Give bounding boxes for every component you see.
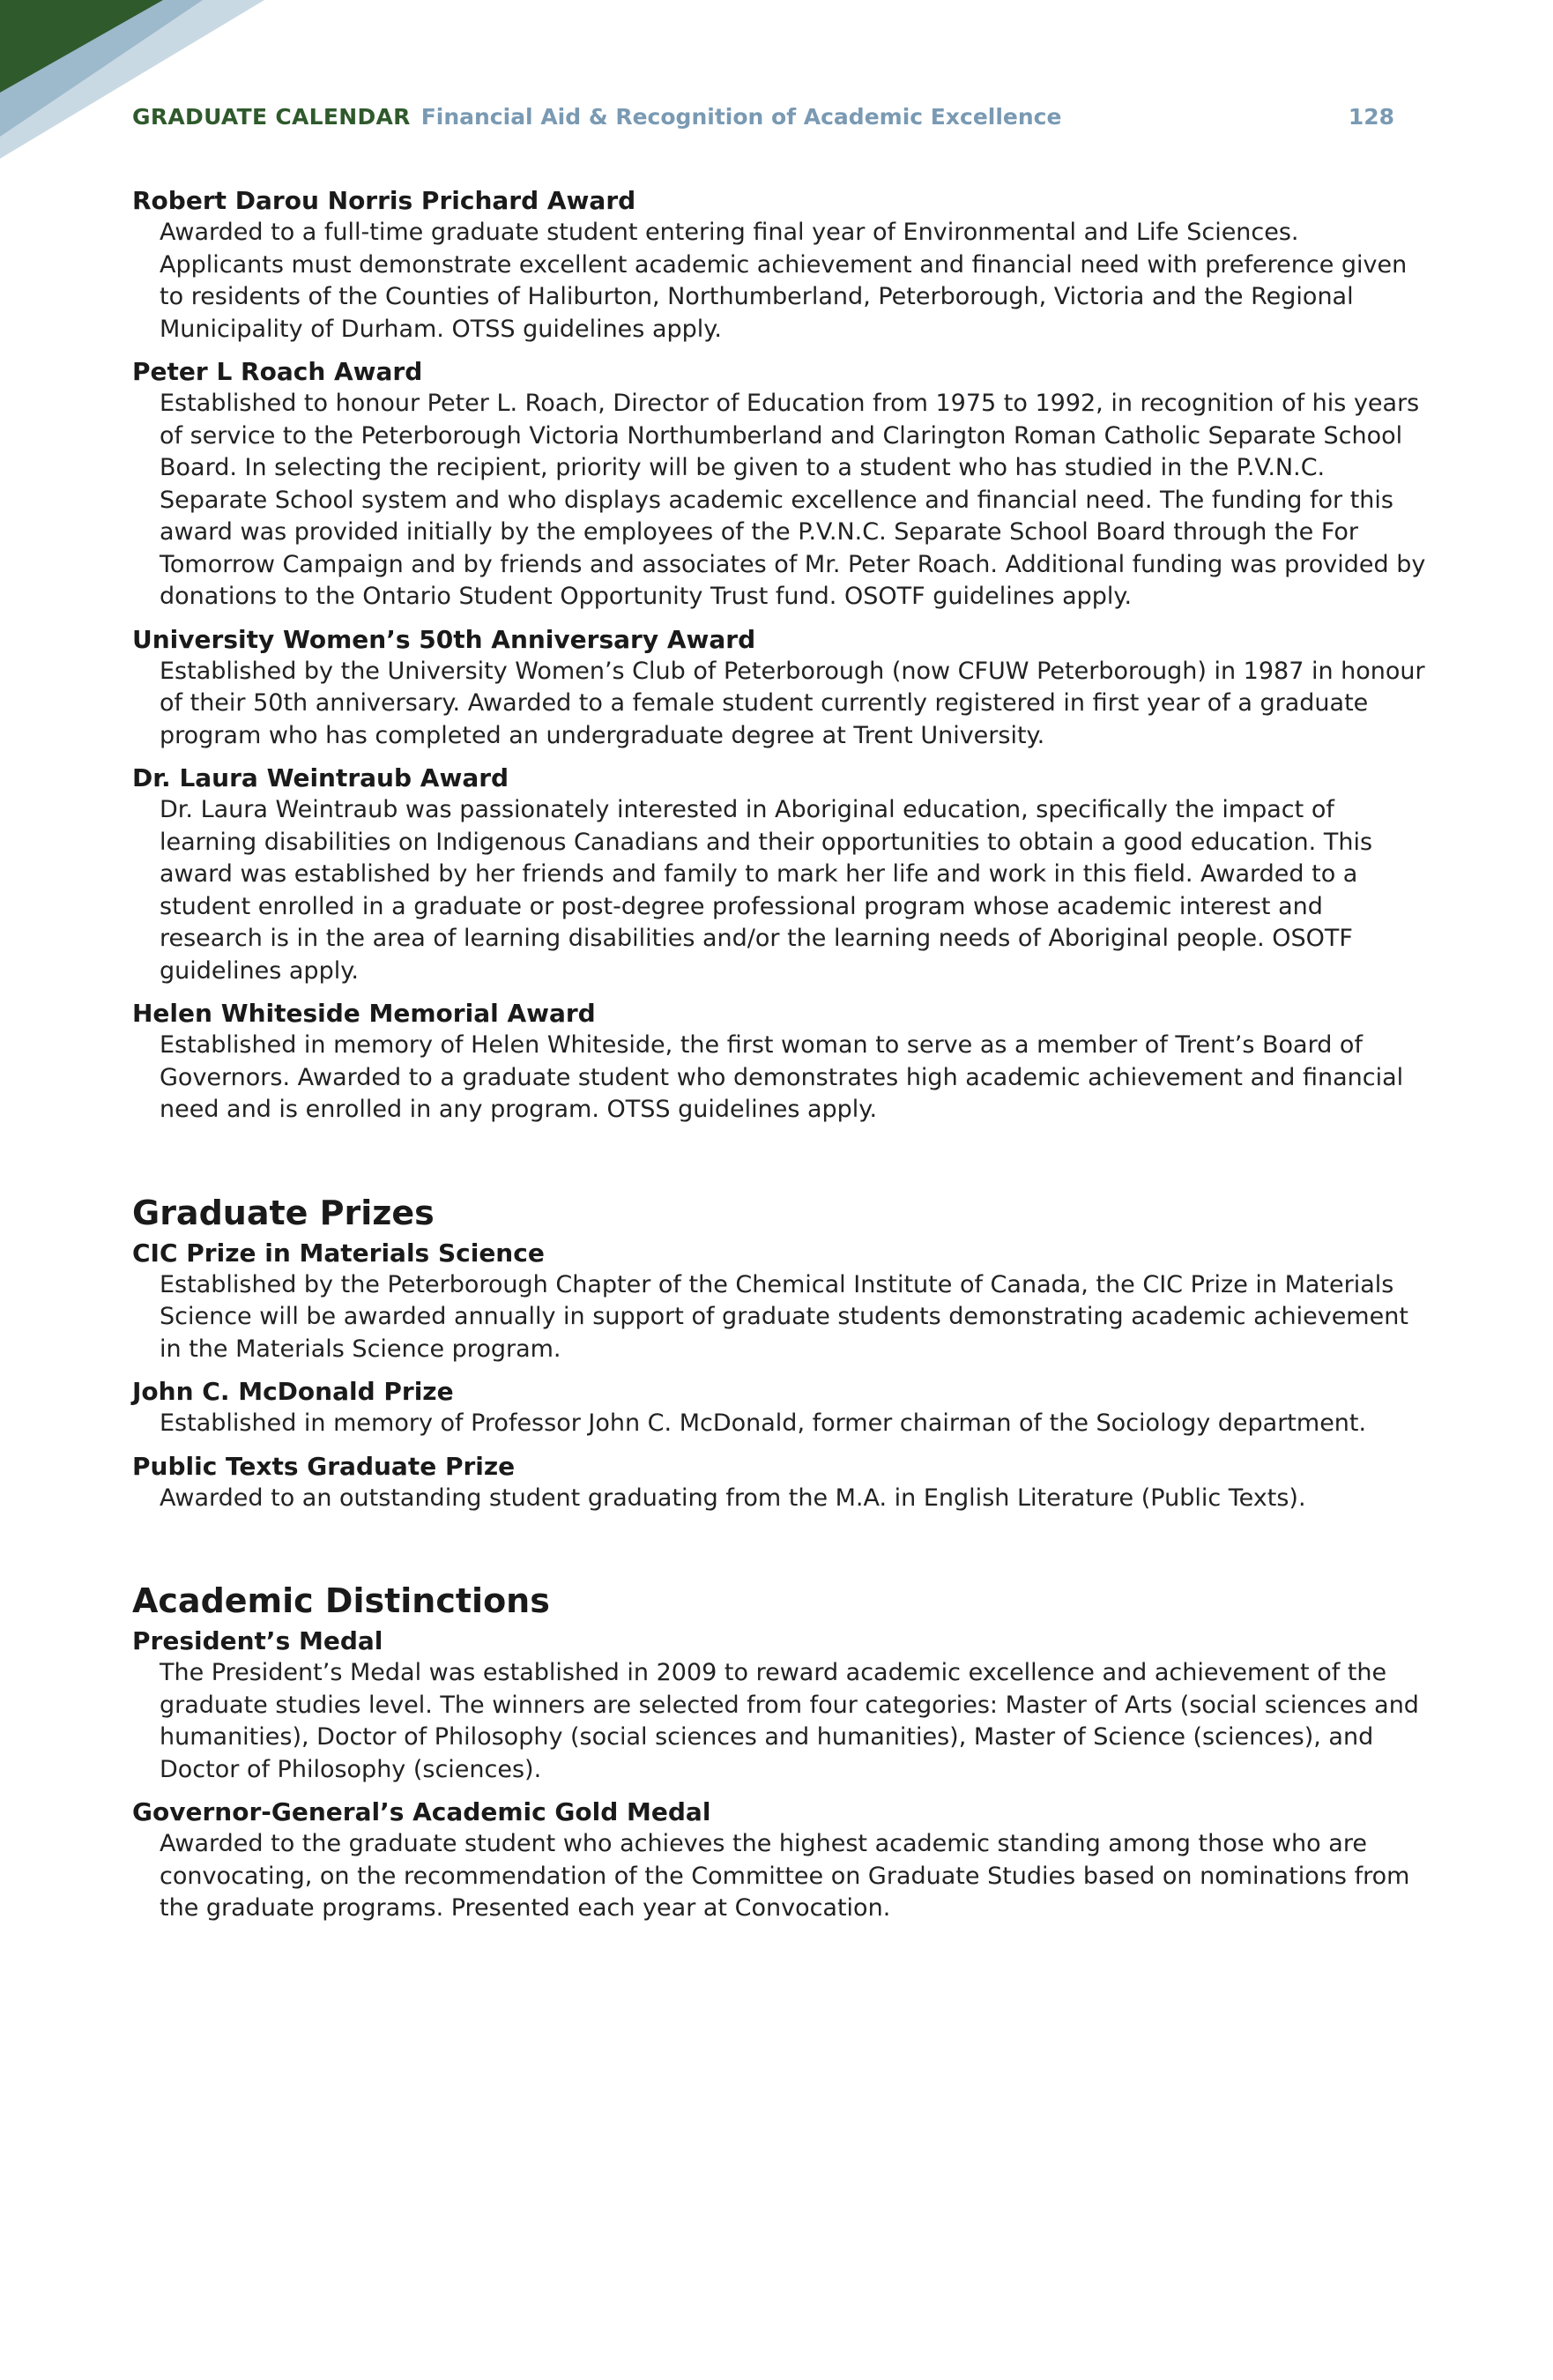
header-section-title: Financial Aid & Recognition of Academic Excellence xyxy=(420,104,1062,130)
award-description: Established to honour Peter L. Roach, Director of Education from 1975 to 1992, in recognition of his years of service to the Peterborough Victoria Northumberland and Clarington Roman Catholic Separate School Board. In selecting the recipient, priority will be given to a student who has studied in the P.V.N.C. Separate School system and who displays academic excellence and financial need. The funding for this award was provided initially by the employees of the P.V.N.C. Separate School Board through the For Tomorrow Campaign and by friends and associates of Mr. Peter Roach. Additional funding was provided by donations to the Ontario Student Opportunity Trust fund. OSOTF guidelines apply. xyxy=(160,390,1426,610)
prize-title: Public Texts Graduate Prize xyxy=(132,1451,516,1481)
running-header xyxy=(132,100,1394,135)
section-heading-graduate-prizes: Graduate Prizes xyxy=(132,1193,435,1232)
award-title: Peter L Roach Award xyxy=(132,357,423,386)
page-number: 128 xyxy=(1348,104,1394,130)
award-description: Awarded to a full-time graduate student entering final year of Environmental and Life Sciences. Applicants must demonstrate excellent academic achievement and financial need with preference given to residents of the Counties of Haliburton, Northumberland, Peterborough, Victoria and the Regional Municipality of Durham. OTSS guidelines apply. xyxy=(160,219,1408,343)
page-content xyxy=(132,185,1428,1936)
award-description: Established by the University Women’s Club of Peterborough (now CFUW Peterborough) in 1987 in honour of their 50th anniversary. Awarded to a female student currently registered in first year of a graduate program who has completed an undergraduate degree at Trent University. xyxy=(160,657,1425,749)
prize-entry xyxy=(132,1451,1428,1515)
distinction-description: Awarded to the graduate student who achieves the highest academic standing among those who are convocating, on the recommendation of the Committee on Graduate Studies based on nominations from the graduate programs. Presented each year at Convocation. xyxy=(160,1830,1410,1922)
distinction-title: President’s Medal xyxy=(132,1626,383,1655)
prize-description: Awarded to an outstanding student graduating from the M.A. in English Literature (Public Texts). xyxy=(160,1484,1306,1512)
award-title: Robert Darou Norris Prichard Award xyxy=(132,186,636,215)
prize-title: CIC Prize in Materials Science xyxy=(132,1238,545,1268)
distinction-description: The President’s Medal was established in 2009 to reward academic excellence and achievement of the graduate studies level. The winners are selected from four categories: Master of Arts (social sciences and humanities), Doctor of Philosophy (social sciences and humanities), Master of Science (sciences), and Doctor of Philosophy (sciences). xyxy=(160,1659,1419,1783)
section-heading-academic-distinctions: Academic Distinctions xyxy=(132,1581,550,1620)
distinction-title: Governor-General’s Academic Gold Medal xyxy=(132,1797,711,1826)
prize-title: John C. McDonald Prize xyxy=(132,1377,454,1406)
corner-decoration xyxy=(0,0,264,159)
award-entry xyxy=(132,998,1428,1127)
award-title: Dr. Laura Weintraub Award xyxy=(132,763,509,792)
award-title: University Women’s 50th Anniversary Award xyxy=(132,624,756,654)
award-entry xyxy=(132,356,1428,614)
award-entry xyxy=(132,624,1428,753)
prize-description: Established in memory of Professor John C. McDonald, former chairman of the Sociology department. xyxy=(160,1409,1367,1437)
prize-entry xyxy=(132,1238,1428,1366)
award-title: Helen Whiteside Memorial Award xyxy=(132,999,596,1028)
award-entry xyxy=(132,185,1428,346)
header-calendar-label: GRADUATE CALENDAR xyxy=(132,104,411,130)
award-entry xyxy=(132,762,1428,987)
distinction-entry xyxy=(132,1796,1428,1925)
award-description: Dr. Laura Weintraub was passionately interested in Aboriginal education, specifically the impact of learning disabilities on Indigenous Canadians and their opportunities to obtain a good education. This award was established by her friends and family to mark her life and work in this field. Awarded to a student enrolled in a graduate or post-degree professional program whose academic interest and research is in the area of learning disabilities and/or the learning needs of Aboriginal people. OSOTF guidelines apply. xyxy=(160,796,1373,985)
distinction-entry xyxy=(132,1625,1428,1786)
prize-description: Established by the Peterborough Chapter of the Chemical Institute of Canada, the CIC Prize in Materials Science will be awarded annually in support of graduate students demonstrating academic achievement in the Materials Science program. xyxy=(160,1270,1408,1363)
award-description: Established in memory of Helen Whiteside, the first woman to serve as a member of Trent’s Board of Governors. Awarded to a graduate student who demonstrates high academic achievement and financial need and is enrolled in any program. OTSS guidelines apply. xyxy=(160,1031,1404,1123)
prize-entry xyxy=(132,1376,1428,1440)
